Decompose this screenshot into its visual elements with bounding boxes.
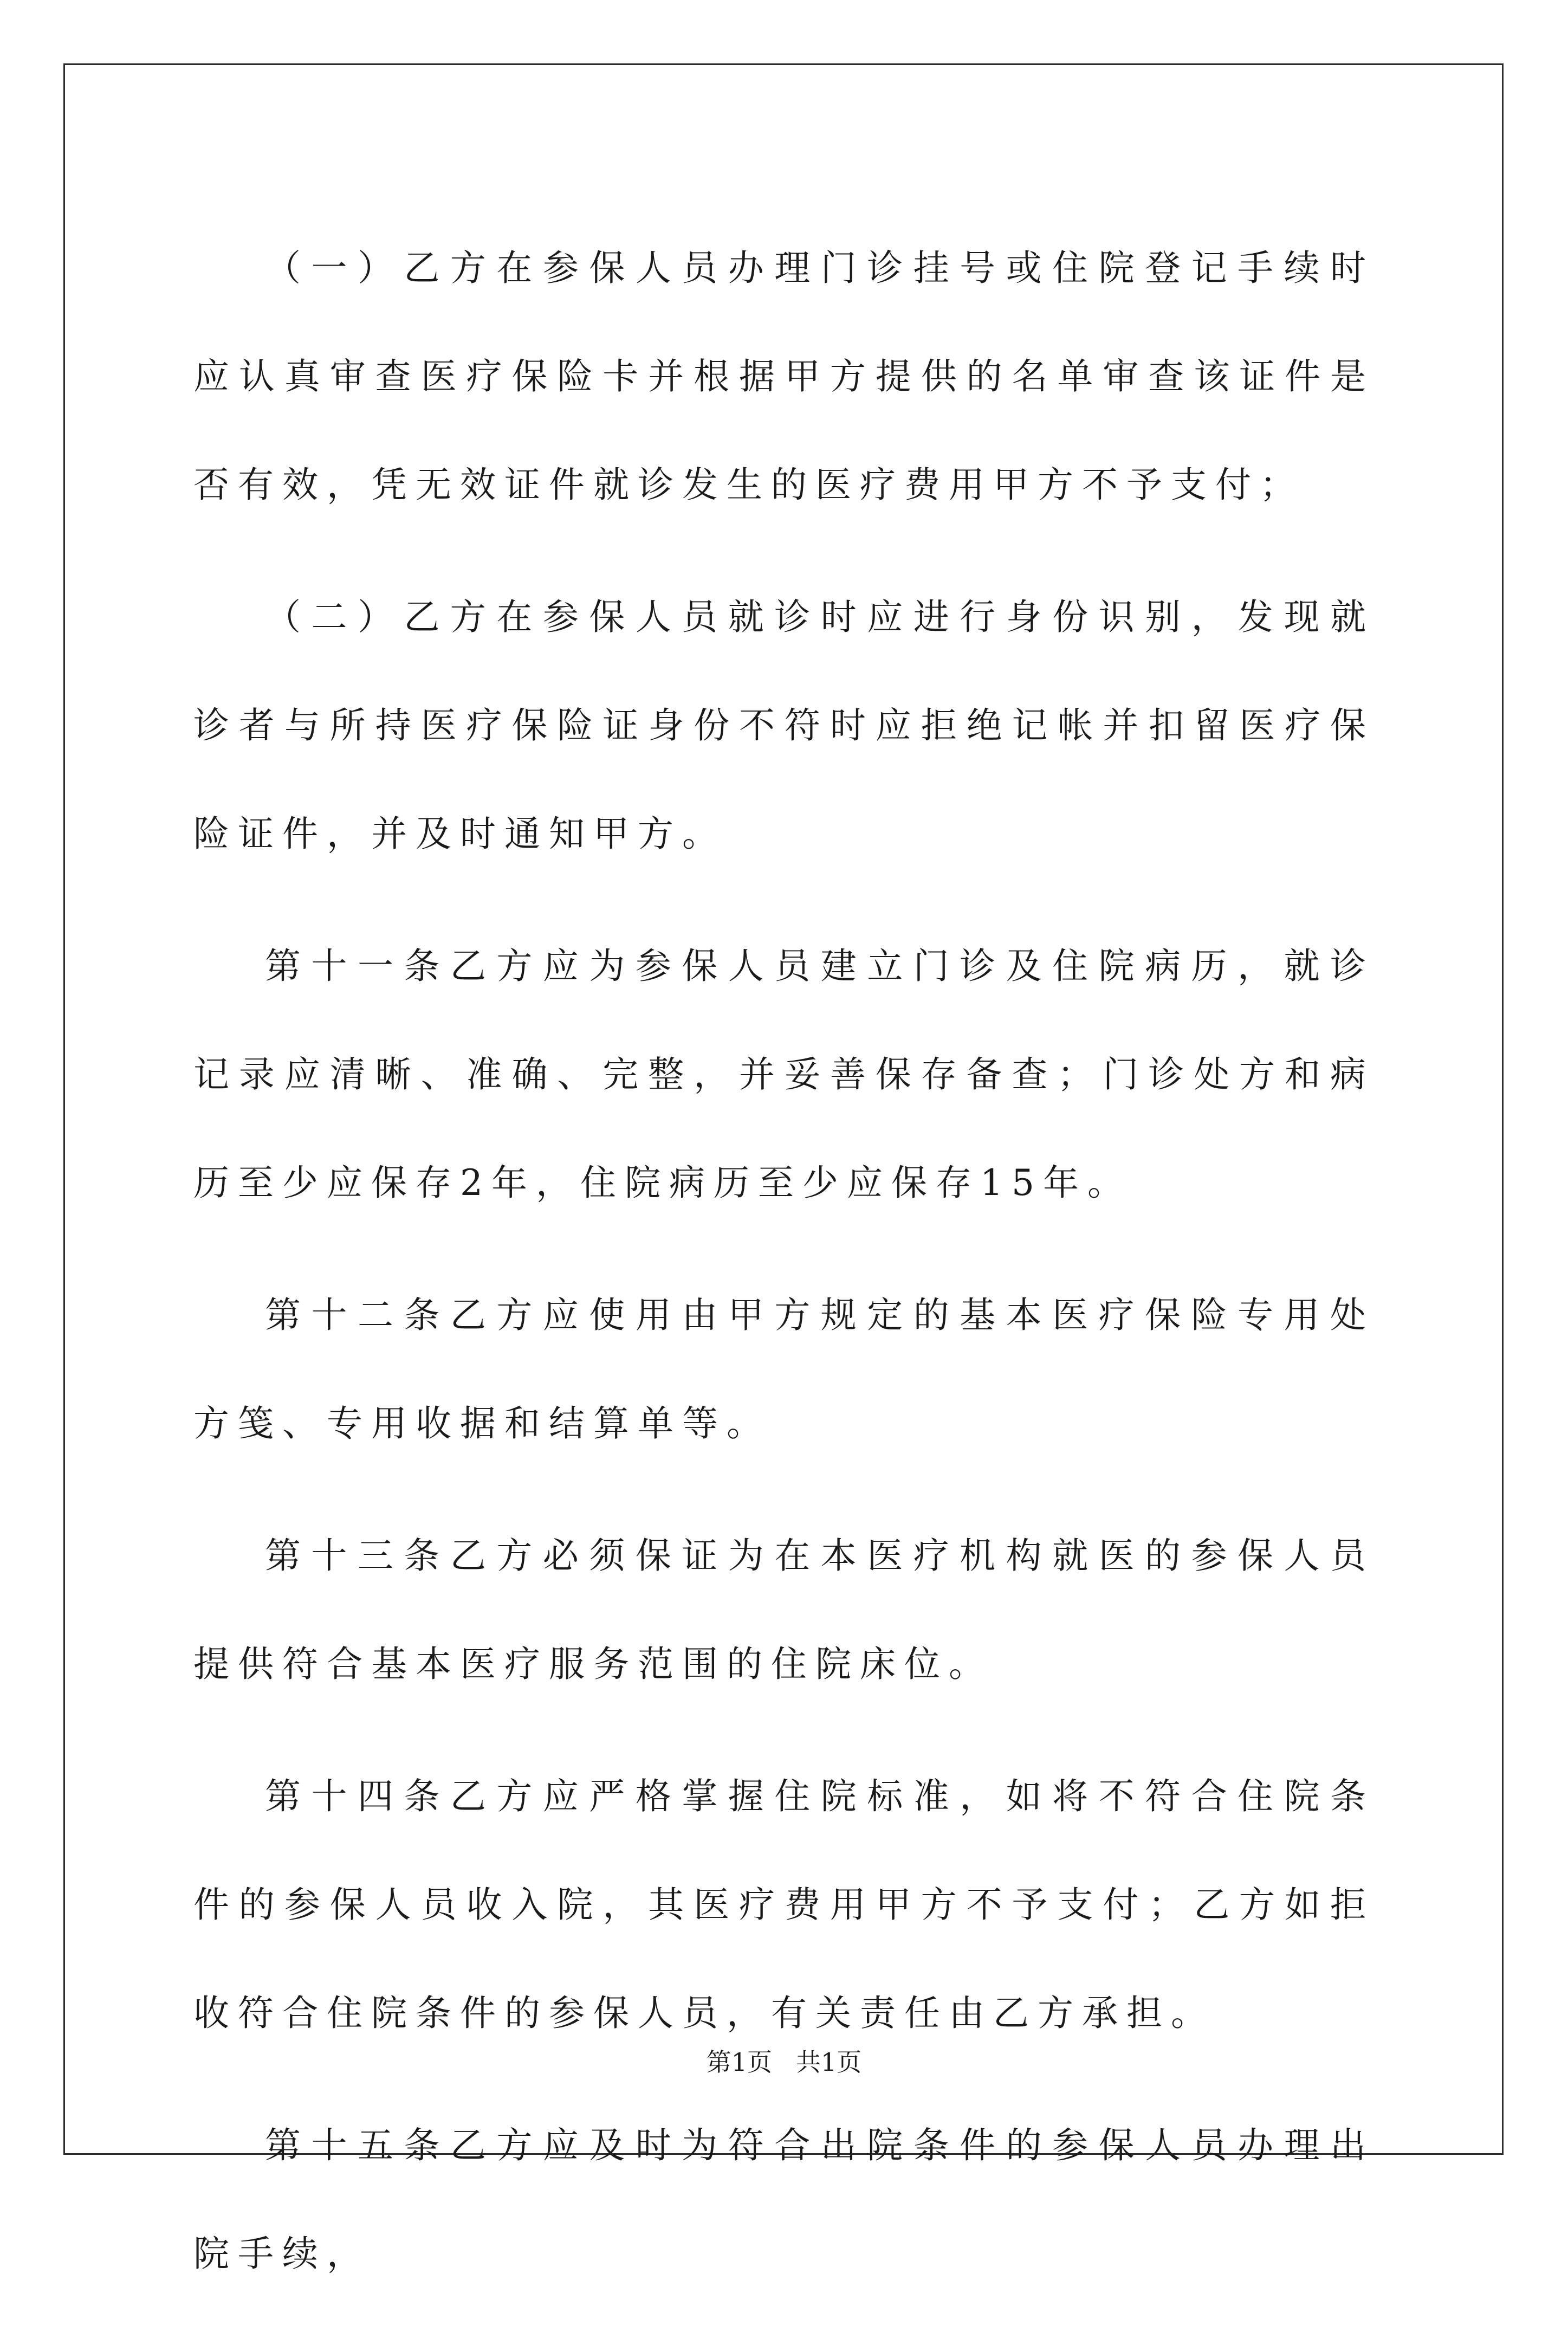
paragraph: （二）乙方在参保人员就诊时应进行身份识别，发现就诊者与所持医疗保险证身份不符时应拒绝记帐并扣留医疗保险证件，并及时通知甲方。 <box>193 596 1375 855</box>
paragraph: 第十五条乙方应及时为符合出院条件的参保人员办理出院手续， <box>193 2124 1375 2275</box>
page-number: 第1页 <box>706 2047 773 2077</box>
paragraph: （一）乙方在参保人员办理门诊挂号或住院登记手续时应认真审查医疗保险卡并根据甲方提供的名单审查该证件是否有效，凭无效证件就诊发生的医疗费用甲方不予支付； <box>193 247 1375 506</box>
document-body <box>193 214 1375 2332</box>
paragraph: 第十四条乙方应严格掌握住院标准，如将不符合住院条件的参保人员收入院，其医疗费用甲方不予支付；乙方如拒收符合住院条件的参保人员，有关责任由乙方承担。 <box>193 1775 1375 2034</box>
paragraph: 第十三条乙方必须保证为在本医疗机构就医的参保人员提供符合基本医疗服务范围的住院床位。 <box>193 1535 1375 1685</box>
page-total: 共1页 <box>795 2047 862 2077</box>
page-footer <box>0 2046 1568 2078</box>
paragraph: 第十二条乙方应使用由甲方规定的基本医疗保险专用处方笺、专用收据和结算单等。 <box>193 1294 1375 1444</box>
footer-gap <box>772 2047 796 2077</box>
paragraph: 第十一条乙方应为参保人员建立门诊及住院病历，就诊记录应清晰、准确、完整，并妥善保存备查；门诊处方和病历至少应保存2年，住院病历至少应保存15年。 <box>193 945 1375 1204</box>
